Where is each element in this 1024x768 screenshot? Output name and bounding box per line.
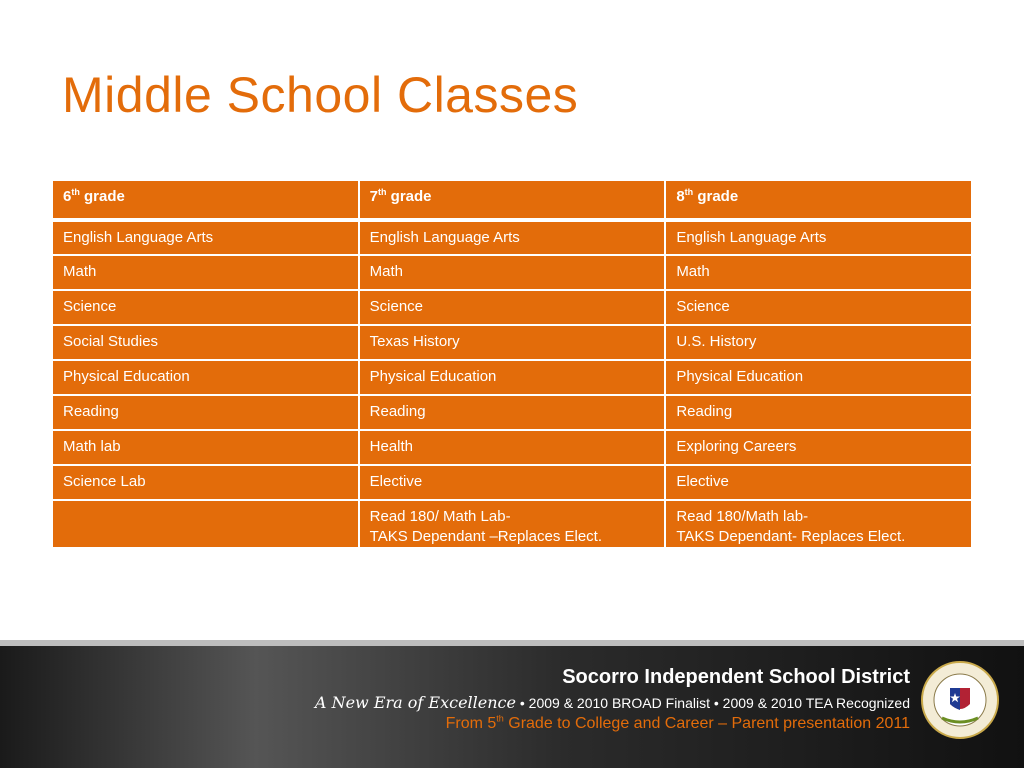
table-row: [52, 395, 972, 430]
header-6th-grade: 6th grade: [52, 180, 359, 220]
header-7th-grade: 7th grade: [359, 180, 666, 220]
table-header-row: [52, 180, 972, 220]
table-cell: U.S. History: [665, 325, 972, 360]
table-row: [52, 465, 972, 500]
cell-line: Read 180/ Math Lab-: [369, 508, 511, 525]
table-cell: Social Studies: [52, 325, 359, 360]
table-cell: Health: [359, 430, 666, 465]
table-cell: Math lab: [52, 430, 359, 465]
table-cell-empty: [52, 500, 359, 548]
table-cell: Science Lab: [52, 465, 359, 500]
classes-table: [51, 179, 973, 549]
table-cell: Reading: [665, 395, 972, 430]
header-8th-grade: 8th grade: [665, 180, 972, 220]
cell-line: Read 180/Math lab-: [676, 508, 809, 525]
cell-line: TAKS Dependant- Replaces Elect.: [676, 528, 906, 545]
table-row: [52, 290, 972, 325]
table-cell: Math: [665, 255, 972, 290]
district-tagline: [315, 693, 910, 712]
district-name: Socorro Independent School District: [562, 666, 910, 688]
table-row: [52, 430, 972, 465]
table-cell: English Language Arts: [665, 220, 972, 255]
table-cell: Texas History: [359, 325, 666, 360]
table-row: [52, 325, 972, 360]
tagline-awards: • 2009 & 2010 BROAD Finalist • 2009 & 2010 TEA Recognized: [515, 695, 910, 711]
table-cell: Elective: [359, 465, 666, 500]
table-cell: Science: [665, 290, 972, 325]
table-cell: Reading: [52, 395, 359, 430]
table-row: [52, 500, 972, 548]
table-cell: Physical Education: [665, 360, 972, 395]
era-slogan: A New Era of Excellence: [314, 693, 516, 712]
table-cell: [359, 500, 666, 548]
table-row: [52, 360, 972, 395]
table-cell: Math: [359, 255, 666, 290]
table-cell: English Language Arts: [359, 220, 666, 255]
table-cell: [665, 500, 972, 548]
table-cell: Science: [359, 290, 666, 325]
table-cell: English Language Arts: [52, 220, 359, 255]
table-cell: Science: [52, 290, 359, 325]
table-cell: Math: [52, 255, 359, 290]
district-seal-icon: [920, 660, 1000, 740]
table-cell: Elective: [665, 465, 972, 500]
presentation-subtitle: From 5th Grade to College and Career – Parent presentation 2011: [445, 713, 910, 732]
table-cell: Physical Education: [52, 360, 359, 395]
table-cell: Exploring Careers: [665, 430, 972, 465]
table-cell: Physical Education: [359, 360, 666, 395]
cell-line: TAKS Dependant –Replaces Elect.: [369, 528, 603, 545]
table-cell: Reading: [359, 395, 666, 430]
table-row: [52, 255, 972, 290]
slide-title: Middle School Classes: [62, 67, 579, 123]
table-row: [52, 220, 972, 255]
